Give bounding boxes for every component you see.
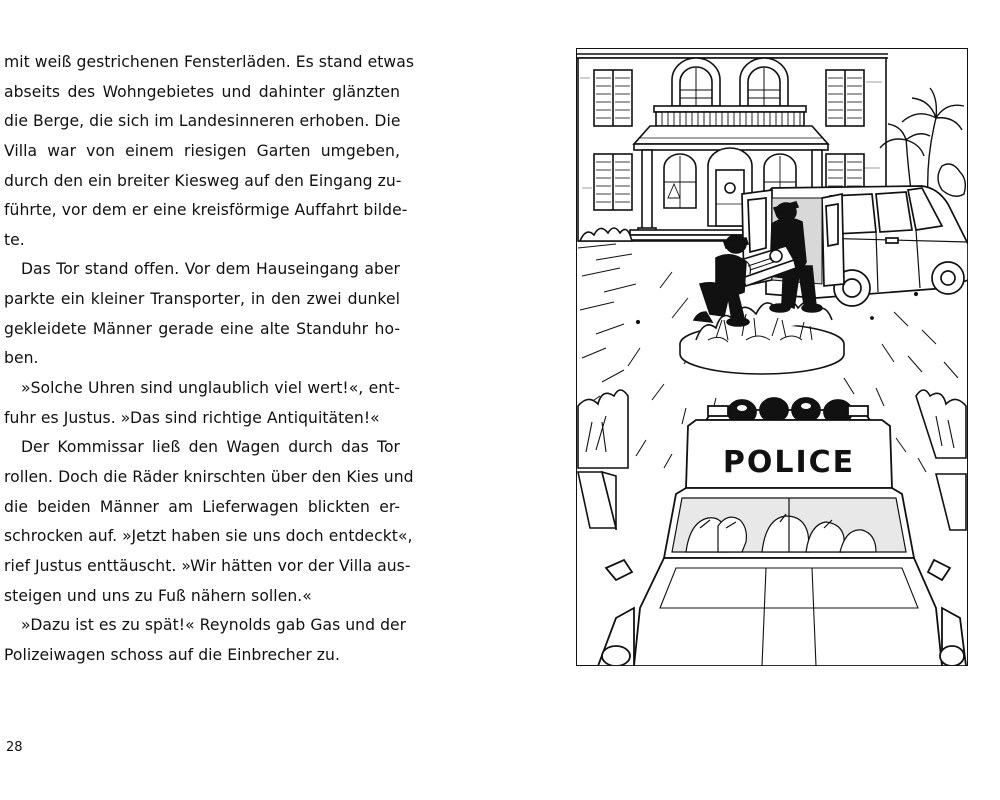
text-line: Villa war von einem riesigen Garten umgeben, [4,141,400,160]
text-line: ben. [4,349,39,368]
text-line: führte, vor dem er eine kreisförmige Auffahrt bilde- [4,201,408,220]
text-line: »Dazu ist es zu spät!« Reynolds gab Gas und der [21,616,407,635]
balcony [654,106,806,126]
text-line: Der Kommissar ließ den Wagen durch das Tor [21,438,400,457]
page-number: 28 [6,740,23,755]
illustration-canvas [576,48,968,666]
text-line: die Berge, die sich im Landesinneren erhoben. Die [4,112,401,131]
text-line: steigen und uns zu Fuß nähern sollen.« [4,586,312,605]
text-line: Das Tor stand offen. Vor dem Hauseingang aber [21,260,400,279]
text-line: schrocken auf. »Jetzt haben sie uns doch entdeckt«, [4,527,413,546]
text-line: die beiden Männer am Lieferwagen blickten er- [4,497,400,516]
text-line: durch den ein breiter Kiesweg auf den Eingang zu- [4,171,402,190]
text-line: fuhr es Justus. »Das sind richtige Antiquitäten!« [4,408,380,427]
text-line: abseits des Wohngebietes und dahinter glänzten [4,82,400,101]
text-line: parkte ein kleiner Transporter, in den zwei dunkel [4,290,400,309]
text-page [4,48,415,670]
upper-right-window [826,70,864,126]
text-line: rollen. Doch die Räder knirschten über den Kies und [4,467,414,486]
text-line: Polizeiwagen schoss auf die Einbrecher zu. [4,645,340,664]
upper-left-window [594,70,632,126]
lower-left-window [594,154,632,210]
text-line: rief Justus enttäuscht. »Wir hätten vor der Villa aus- [4,556,411,575]
illustration-police-car-at-villa [576,48,968,666]
text-line: te. [4,230,25,249]
police-roof-sign: POLICE [722,445,856,480]
text-line: gekleidete Männer gerade eine alte Standuhr ho- [4,319,400,338]
text-line: »Solche Uhren sind unglaublich viel wert!«, ent- [21,379,400,398]
text-line: mit weiß gestrichenen Fensterläden. Es stand etwas [4,53,415,71]
